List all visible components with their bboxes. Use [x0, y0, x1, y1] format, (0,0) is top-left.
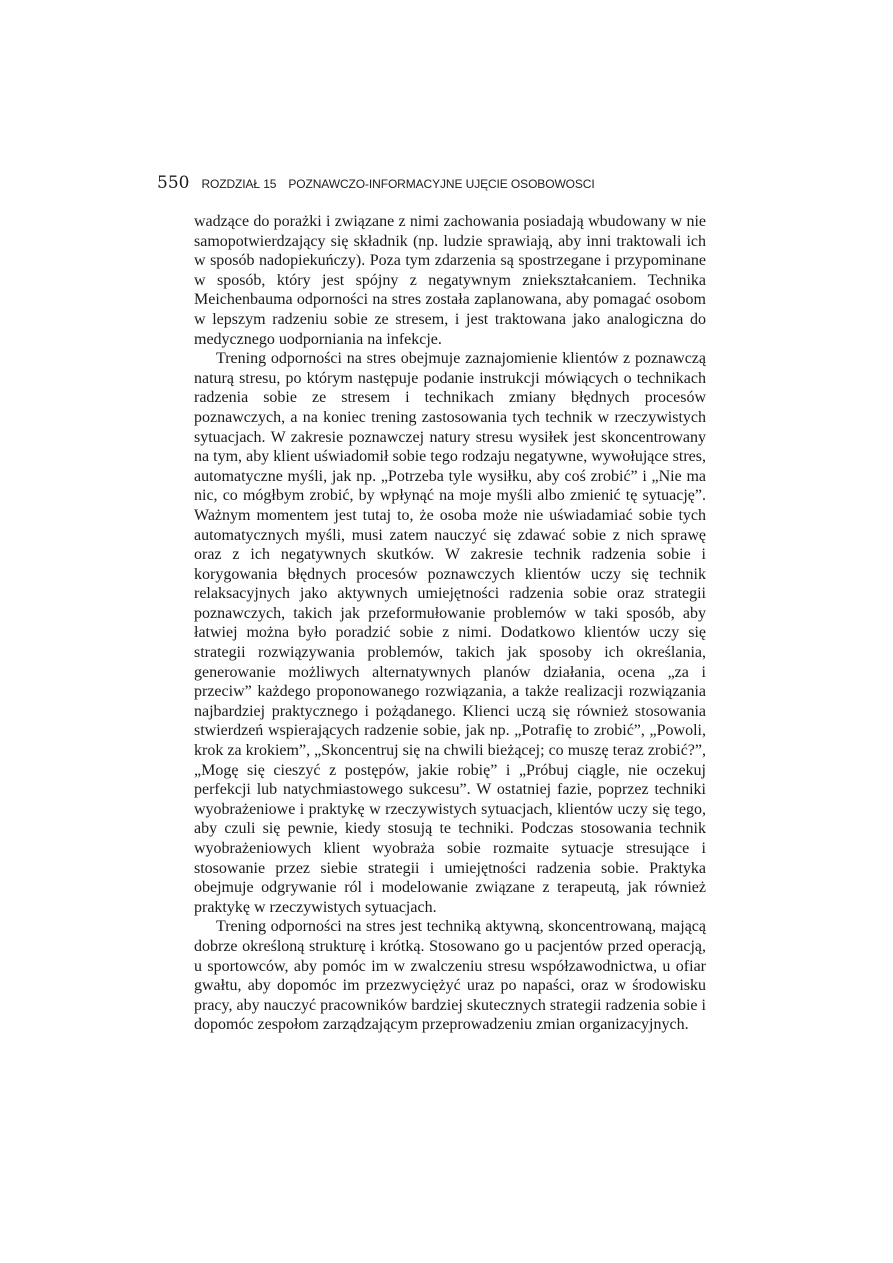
chapter-title: POZNAWCZO-INFORMACYJNE UJĘCIE OSOBOWOSCI	[288, 177, 595, 191]
paragraph-continuation: wadzące do porażki i związane z nimi zachowania posiadają wbudowany w nie samopotwierdzający się składnik (np. ludzie sprawiają, aby inni traktowali ich w sposób nadopiekuńczy). Poza tym zdarzenia są spostrzegane i przypominane w sposób, który jest spójny z negatywnym zniekształcaniem. Technika Meichenbauma odporności na stres została zaplanowana, aby pomagać osobom w lepszym radzeniu sobie ze stresem, i jest traktowana jako analogiczna do medycznego uodporniania na infekcje.	[194, 213, 706, 348]
body-text	[194, 212, 706, 1035]
paragraph-applications: Trening odporności na stres jest techniką aktywną, skoncentrowaną, mającą dobrze określoną strukturę i krótką. Stosowano go u pacjentów przed operacją, u sportowców, aby pomóc im w zwalczeniu stresu współzawodnictwa, u ofiar gwałtu, aby dopomóc im przezwyciężyć uraz po napaści, oraz w środowisku pracy, aby nauczyć pracowników bardziej skutecznych strategii radzenia sobie i dopomóc zespołom zarządzającym przeprowadzeniu zmian organizacyjnych.	[194, 918, 706, 1034]
chapter-label: ROZDZIAŁ 15	[201, 177, 277, 191]
page-number: 550	[157, 173, 190, 193]
paragraph-stress-inoculation-training: Trening odporności na stres obejmuje zaznajomienie klientów z poznawczą naturą stresu, po którym następuje podanie instrukcji mówiących o technikach radzenia sobie ze stresem i technikach zmiany błędnych procesów poznawczych, a na koniec trening zastosowania tych technik w rzeczywistych sytuacjach. W zakresie poznawczej natury stresu wysiłek jest skoncentrowany na tym, aby klient uświadomił sobie tego rodzaju negatywne, wywołujące stres, automatyczne myśli, jak np. „Potrzeba tyle wysiłku, aby coś zrobić” i „Nie ma nic, co mógłbym zrobić, by wpłynąć na moje myśli albo zmienić tę sytuację”. Ważnym momentem jest tutaj to, że osoba może nie uświadamiać sobie tych automatycznych myśli, musi zatem nauczyć się zdawać sobie z nich sprawę oraz z ich negatywnych skutków. W zakresie technik radzenia sobie i korygowania błędnych procesów poznawczych klientów uczy się technik relaksacyjnych jako aktywnych umiejętności radzenia sobie oraz strategii poznawczych, takich jak przeformułowanie problemów w taki sposób, aby łatwiej można było poradzić sobie z nimi. Dodatkowo klientów uczy się strategii rozwiązywania problemów, takich jak sposoby ich określania, generowanie możliwych alternatywnych planów działania, ocena „za i przeciw” każdego proponowanego rozwiązania, a także realizacji rozwiązania najbardziej praktycznego i pożądanego. Klienci uczą się również stosowania stwierdzeń wspierających radzenie sobie, jak np. „Potrafię to zrobić”, „Powoli, krok za krokiem”, „Skoncentruj się na chwili bieżącej; co muszę teraz zrobić?”, „Mogę się cieszyć z postępów, jakie robię” i „Próbuj ciągle, nie oczekuj perfekcji lub natychmiastowego sukcesu”. W ostatniej fazie, poprzez techniki wyobrażeniowe i praktykę w rzeczywistych sytuacjach, klientów uczy się tego, aby czuli się pewnie, kiedy stosują te techniki. Podczas stosowania technik wyobrażeniowych klient wyobraża sobie rozmaite sytuacje stresujące i stosowanie przez siebie strategii i umiejętności radzenia sobie. Praktyka obejmuje odgrywanie ról i modelowanie związane z terapeutą, jak również praktykę w rzeczywistych sytuacjach.	[194, 350, 706, 916]
running-head	[157, 173, 717, 195]
